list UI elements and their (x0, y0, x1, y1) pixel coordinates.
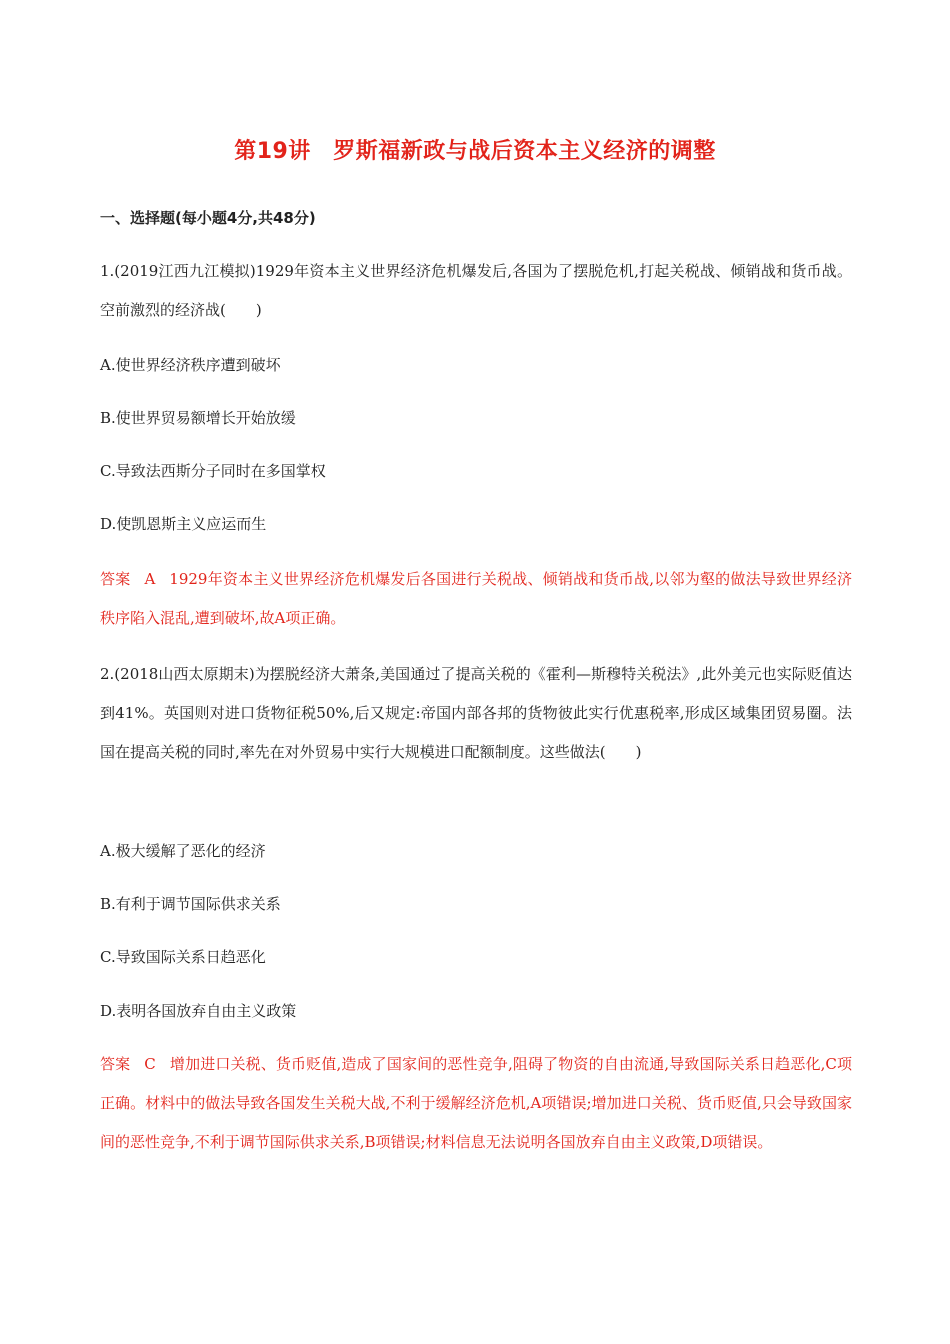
answer-label: 答案 (100, 1055, 131, 1073)
answer-key: C (144, 1055, 156, 1073)
question-2-option-d: D.表明各国放弃自由主义政策 (100, 1002, 297, 1020)
answer-explanation: 增加进口关税、货币贬值,造成了国家间的恶性竞争,阻碍了物资的自由流通,导致国际关系日趋恶化,C项正确。材料中的做法导致各国发生关税大战,不利于缓解经济危机,A项错误;增加进口关税、货币贬值,只会导致国家间的恶性竞争,不利于调节国际供求关系,B项错误;材料信息无法说明各国放弃自由主义政策,D项错误。 (100, 1055, 852, 1151)
question-1-option-c: C.导致法西斯分子同时在多国掌权 (100, 462, 326, 480)
question-1-option-b: B.使世界贸易额增长开始放缓 (100, 409, 296, 427)
question-2-stem: 2.(2018山西太原期末)为摆脱经济大萧条,美国通过了提高关税的《霍利—斯穆特关税法》,此外美元也实际贬值达到41%。英国则对进口货物征税50%,后又规定:帝国内部各邦的货物彼此实行优惠税率,形成区域集团贸易圈。法国在提高关税的同时,率先在对外贸易中实行大规模进口配额制度。这些做法( ) (100, 665, 852, 761)
question-1-option-a: A.使世界经济秩序遭到破坏 (100, 356, 281, 374)
section-heading: 一、选择题(每小题4分,共48分) (100, 209, 316, 227)
question-2-answer (100, 1045, 852, 1162)
answer-key: A (144, 570, 156, 588)
answer-label: 答案 (100, 570, 131, 588)
question-1-stem: 1.(2019江西九江模拟)1929年资本主义世界经济危机爆发后,各国为了摆脱危机,打起关税战、倾销战和货币战。空前激烈的经济战( ) (100, 262, 852, 319)
question-1-answer (100, 560, 852, 638)
page-title: 第19讲 罗斯福新政与战后资本主义经济的调整 (234, 139, 716, 164)
question-1-option-d: D.使凯恩斯主义应运而生 (100, 515, 267, 533)
question-2-option-b: B.有利于调节国际供求关系 (100, 895, 281, 913)
question-2-option-c: C.导致国际关系日趋恶化 (100, 948, 266, 966)
question-2-option-a: A.极大缓解了恶化的经济 (100, 842, 266, 860)
answer-explanation: 1929年资本主义世界经济危机爆发后各国进行关税战、倾销战和货币战,以邻为壑的做法导致世界经济秩序陷入混乱,遭到破坏,故A项正确。 (100, 570, 852, 627)
